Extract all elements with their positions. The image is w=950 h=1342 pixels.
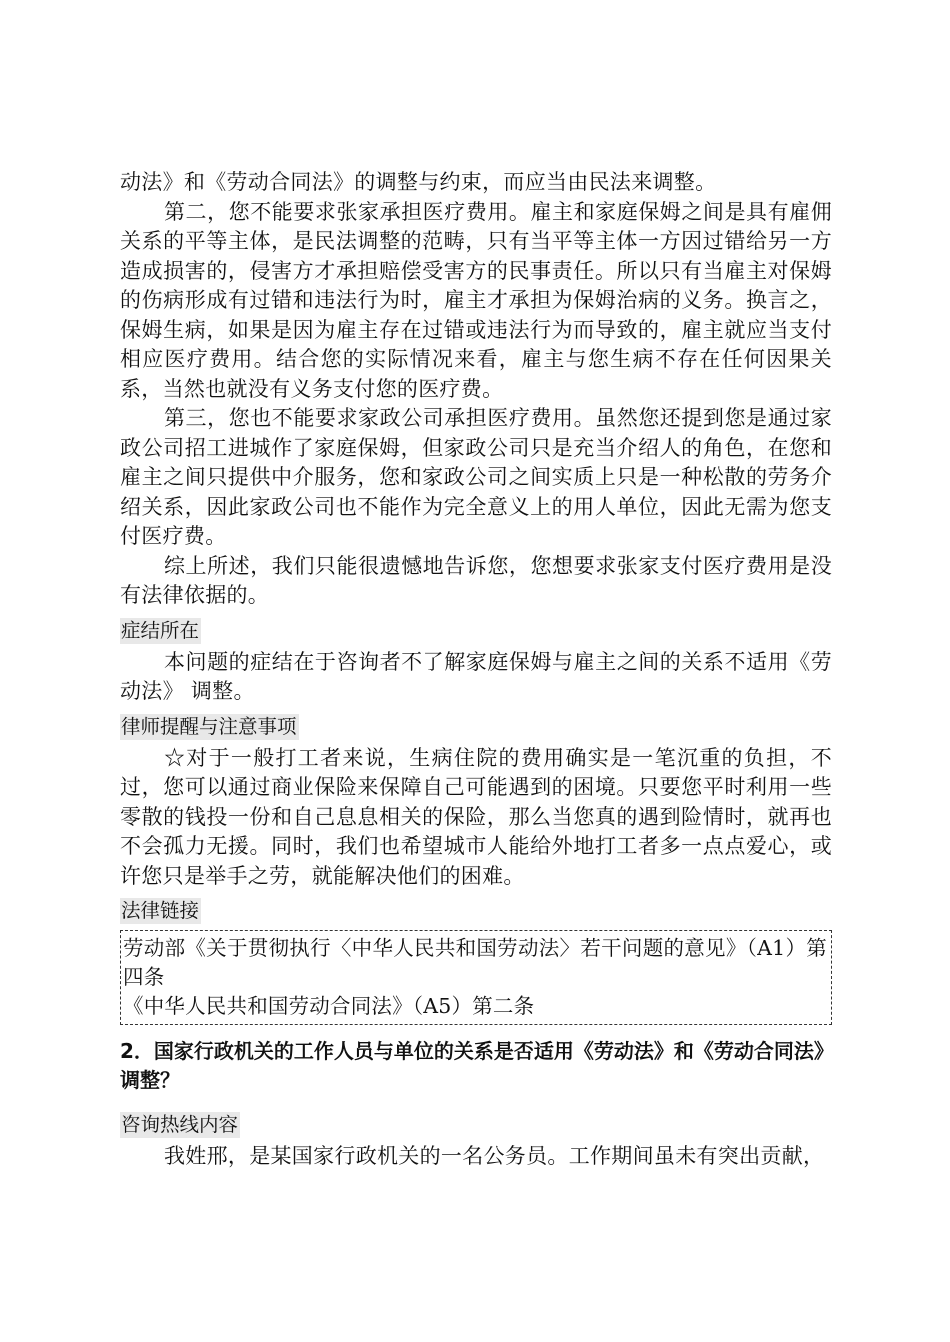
document-body [120, 168, 832, 1172]
paragraph-second-point: 第二，您不能要求张家承担医疗费用。雇主和家庭保姆之间是具有雇佣关系的平等主体，是民法调整的范畴，只有当平等主体一方因过错给另一方造成损害的，侵害方才承担赔偿受害方的民事责任。所以只有当雇主对保姆的伤病形成有过错和违法行为时，雇主才承担为保姆治病的义务。换言之，保姆生病，如果是因为雇主存在过错或违法行为而导致的，雇主就应当支付相应医疗费用。结合您的实际情况来看，雇主与您生病不存在任何因果关系，当然也就没有义务支付您的医疗费。 [120, 199, 832, 401]
section-heading-lawyer-tips: 律师提醒与注意事项 [121, 714, 297, 738]
legal-link-item: 劳动部《关于贯彻执行〈中华人民共和国劳动法〉若干问题的意见》（A1）第四条 [123, 936, 827, 989]
paragraph-hotline: 我姓邢，是某国家行政机关的一名公务员。工作期间虽未有突出贡献， [164, 1144, 825, 1168]
section-heading-crux: 症结所在 [121, 618, 200, 642]
section-heading-hotline: 咨询热线内容 [121, 1113, 239, 1136]
paragraph-summary: 综上所述，我们只能很遗憾地告诉您，您想要求张家支付医疗费用是没有法律依据的。 [120, 553, 832, 607]
paragraph-lawyer-tips: ☆对于一般打工者来说，生病住院的费用确实是一笔沉重的负担，不过，您可以通过商业保险来保障自己可能遇到的困境。只要您平时利用一些零散的钱投一份和自己息息相关的保险，那么当您真的遇到险情时，就再也不会孤力无援。同时，我们也希望城市人能给外地打工者多一点点爱心，或许您只是举手之劳，就能解决他们的困难。 [120, 745, 832, 888]
legal-links-box [120, 930, 832, 1025]
paragraph-continuation: 动法》和《劳动合同法》的调整与约束，而应当由民法来调整。 [120, 170, 717, 194]
paragraph-third-point: 第三，您也不能要求家政公司承担医疗费用。虽然您还提到您是通过家政公司招工进城作了家庭保姆，但家政公司只是充当介绍人的角色，在您和雇主之间只提供中介服务，您和家政公司之间实质上只是一种松散的劳务介绍关系，因此家政公司也不能作为完全意义上的用人单位，因此无需为您支付医疗费。 [120, 406, 832, 548]
question-title: 2．国家行政机关的工作人员与单位的关系是否适用《劳动法》和《劳动合同法》调整？ [120, 1039, 824, 1092]
legal-link-item: 《中华人民共和国劳动合同法》（A5）第二条 [123, 994, 535, 1018]
section-heading-legal-links: 法律链接 [121, 899, 200, 922]
paragraph-crux: 本问题的症结在于咨询者不了解家庭保姆与雇主之间的关系不适用《劳动法》 调整。 [120, 649, 832, 703]
